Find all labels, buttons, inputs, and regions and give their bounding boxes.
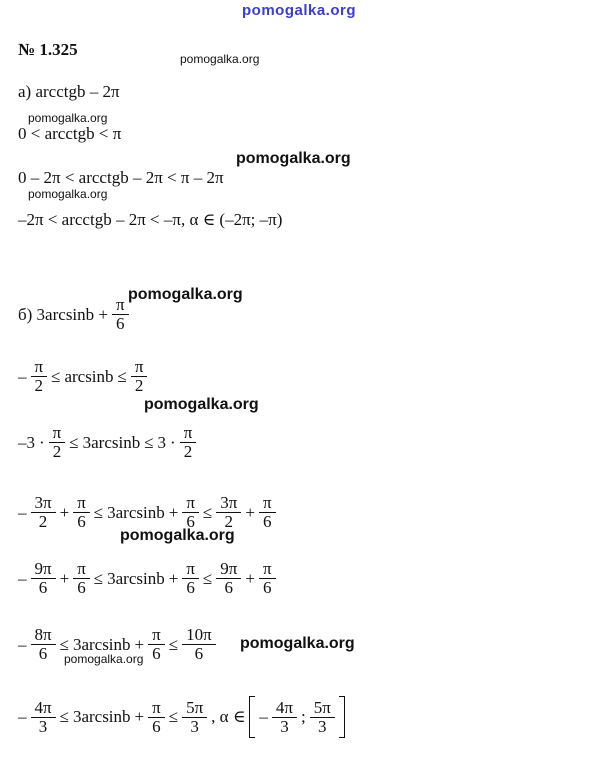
part-b-line7: – $\frac{4\pi}{3}$ ≤ 3arcsinb + $\frac{\pi}{6}$ ≤ $\frac{5\pi}{3}$ , α ∈ – $\frac{4\pi}{3}$ ; $\frac{5\pi}{3}$ — [18, 696, 345, 738]
watermark: pomogalka.org — [240, 635, 355, 652]
part-a-line1: а) arcctgb – 2π — [18, 82, 120, 101]
watermark: pomogalka.org — [180, 52, 260, 66]
watermark: pomogalka.org — [64, 652, 144, 666]
part-b-line2: – $\frac{\pi}{2}$ ≤ arcsinb ≤ $\frac{\pi}{2}$ — [18, 358, 147, 395]
watermark: pomogalka.org — [144, 396, 259, 413]
left-bracket — [249, 696, 255, 738]
part-a-line4: –2π < arcctgb – 2π < –π, α ∈ (–2π; –π) — [18, 210, 283, 229]
part-b-line3: –3 · $\frac{\pi}{2}$ ≤ 3arcsinb ≤ 3 · $\frac{\pi}{2}$ — [18, 424, 196, 461]
watermark: pomogalka.org — [28, 187, 108, 201]
right-bracket — [339, 696, 345, 738]
watermark: pomogalka.org — [28, 111, 108, 125]
part-b-line6: – $\frac{8\pi}{6}$ ≤ 3arcsinb + $\frac{\pi}{6}$ ≤ $\frac{10\pi}{6}$ — [18, 626, 216, 663]
part-b-line5: – $\frac{9\pi}{6}$ + $\frac{\pi}{6}$ ≤ 3arcsinb + $\frac{\pi}{6}$ ≤ $\frac{9\pi}{6}$ + $\frac{\pi}{6}$ — [18, 560, 276, 597]
part-a-line3: 0 – 2π < arcctgb – 2π < π – 2π — [18, 168, 224, 187]
part-b-line4: – $\frac{3\pi}{2}$ + $\frac{\pi}{6}$ ≤ 3arcsinb + $\frac{\pi}{6}$ ≤ $\frac{3\pi}{2}$ + $\frac{\pi}{6}$ — [18, 494, 276, 531]
problem-number: № 1.325 — [18, 40, 78, 59]
watermark: pomogalka.org — [128, 286, 243, 303]
part-a-line2: 0 < arcctgb < π — [18, 124, 122, 143]
watermark: pomogalka.org — [236, 150, 351, 167]
watermark-top: pomogalka.org — [242, 2, 357, 19]
part-b-line1: б) 3arcsinb + $\frac{\pi}{6}$ — [18, 296, 129, 333]
watermark: pomogalka.org — [120, 527, 235, 544]
